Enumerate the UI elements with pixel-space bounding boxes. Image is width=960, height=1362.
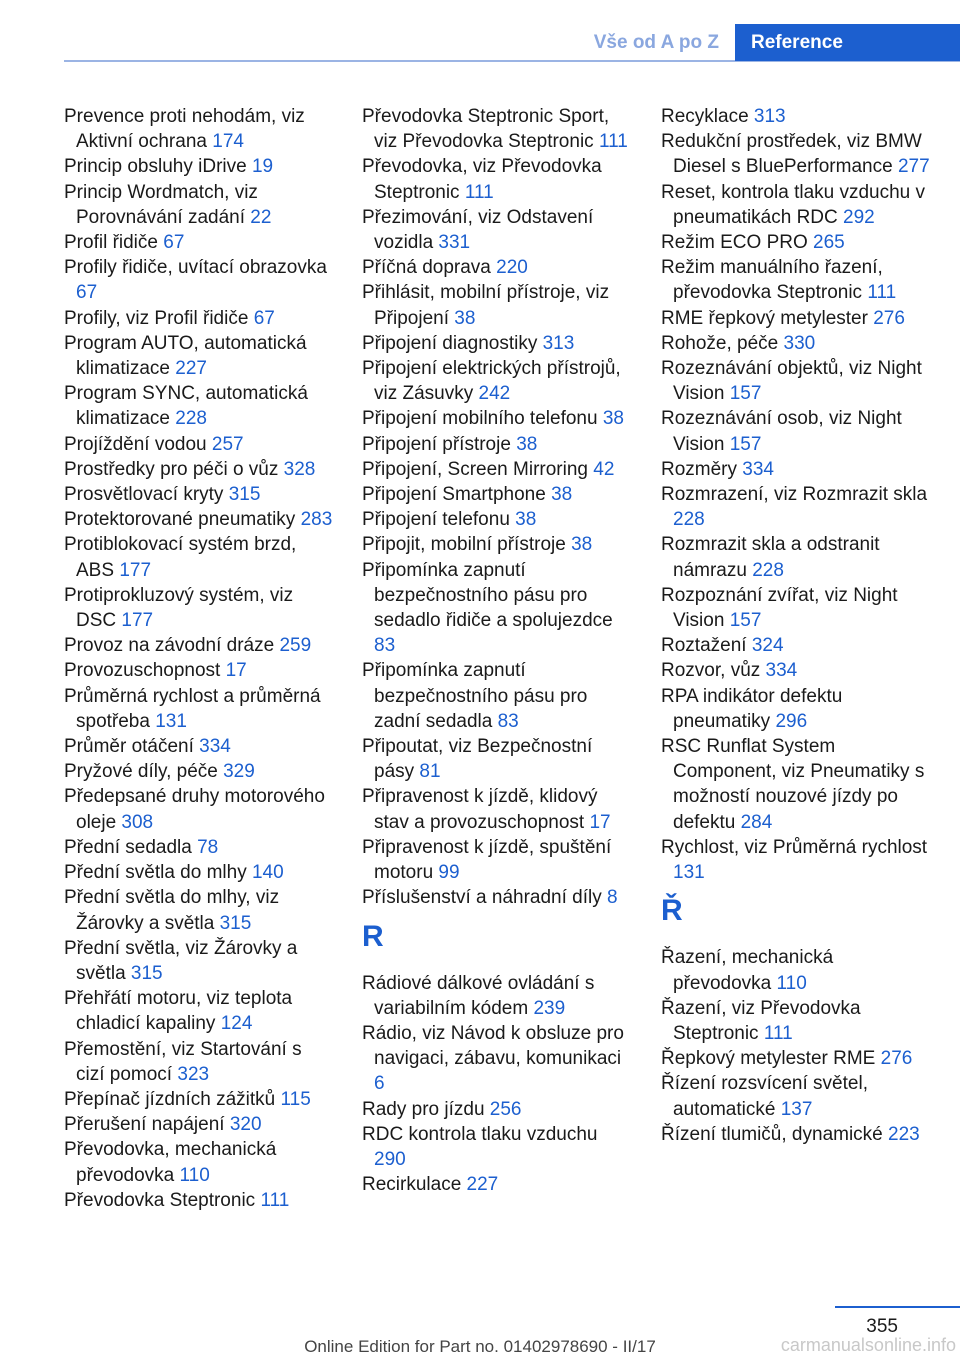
page-link[interactable]: 329 xyxy=(223,761,255,783)
index-term: Připojení telefonu xyxy=(362,509,516,531)
index-term: Projíždění vodou xyxy=(64,433,212,455)
index-term: Přední světla, viz Žárovky a světla xyxy=(64,937,298,984)
index-entry xyxy=(661,230,931,255)
index-entry xyxy=(661,684,931,734)
index-term: Provoz na závodní dráze xyxy=(64,635,280,657)
page-link[interactable]: 137 xyxy=(780,1098,813,1120)
index-term: Přední světla do mlhy xyxy=(64,862,252,884)
index-entry xyxy=(362,1172,632,1197)
index-term: Připojení diagnostiky xyxy=(362,332,543,354)
index-term: Recyklace xyxy=(661,106,754,127)
index-term: RDC kontrola tlaku vzduchu xyxy=(362,1123,598,1145)
index-term: Recirkulace xyxy=(362,1174,467,1196)
index-entry xyxy=(362,1122,632,1172)
index-entry xyxy=(661,331,931,356)
index-term: RPA indikátor defektu pneumatiky xyxy=(661,685,843,732)
index-term: Připojení přístroje xyxy=(362,433,517,455)
page-number: 355 xyxy=(866,1316,898,1337)
page-link[interactable]: 334 xyxy=(199,736,231,758)
index-entry xyxy=(64,1137,334,1187)
index-term: Reset, kontrola tlaku vzduchu v pneumatikách RDC xyxy=(661,181,926,228)
page-link[interactable]: 6 xyxy=(374,1073,385,1095)
index-entry xyxy=(362,835,632,885)
watermark: carmanualsonline.info xyxy=(780,1335,956,1355)
index-term: Průměr otáčení xyxy=(64,736,200,758)
index-entry xyxy=(661,482,931,532)
index-term: Řízení rozsvícení světel, automatické xyxy=(661,1073,868,1120)
index-column-1 xyxy=(64,104,334,1213)
index-entry xyxy=(362,658,632,734)
page-link[interactable]: 78 xyxy=(197,836,219,858)
index-entry xyxy=(64,759,334,784)
index-entry xyxy=(64,154,334,179)
page-link[interactable]: 67 xyxy=(163,232,185,254)
index-term: Průměrná rychlost a průměrná spotřeba xyxy=(64,685,321,732)
page-link[interactable]: 313 xyxy=(542,332,575,354)
page-link[interactable]: 110 xyxy=(776,972,807,994)
page-link[interactable]: 19 xyxy=(251,156,274,178)
index-term: Přední sedadla xyxy=(64,836,198,858)
index-term: Přepínač jízdních zážitků xyxy=(64,1088,281,1110)
page-link[interactable]: 292 xyxy=(843,206,875,228)
index-entry xyxy=(661,356,931,406)
page-link[interactable]: 99 xyxy=(438,862,460,884)
page-link[interactable]: 110 xyxy=(179,1164,210,1186)
index-entry xyxy=(64,104,334,154)
index-term: Řazení, viz Převodovka Steptronic xyxy=(661,997,861,1044)
index-entry xyxy=(64,507,334,532)
index-term: Program AUTO, automatická klimatizace xyxy=(64,332,307,380)
index-term: Přezimování, viz Odstavení vozidla xyxy=(362,206,594,254)
index-term: Profily řidiče, uvítací obrazovka xyxy=(64,257,327,279)
index-entry xyxy=(661,255,931,305)
page-link[interactable]: 38 xyxy=(602,408,624,430)
index-term: Připomínka zapnutí bezpečnostního pásu pro zadní sedadla xyxy=(362,660,588,732)
index-entry xyxy=(661,996,931,1046)
page-link[interactable]: 174 xyxy=(212,131,244,153)
page-link[interactable]: 315 xyxy=(130,962,163,984)
index-entry xyxy=(64,1087,334,1112)
index-term: Profily, viz Profil řidiče xyxy=(64,307,254,329)
index-term: Připravenost k jízdě, klidový stav a provozuschopnost xyxy=(362,786,598,833)
page-link[interactable]: 334 xyxy=(765,660,798,682)
index-term: Prosvětlovací kryty xyxy=(64,484,229,506)
index-term: Předepsané druhy motorového oleje xyxy=(64,786,325,833)
page-link[interactable]: 83 xyxy=(497,710,519,732)
index-term: Rozeznávání osob, viz Night Vision xyxy=(661,408,902,455)
edition-note: Online Edition for Part no. 01402978690 - II/17 xyxy=(304,1337,656,1356)
page-link[interactable]: 239 xyxy=(533,997,566,1019)
index-term: Protiblokovací systém brzd, ABS xyxy=(64,534,297,581)
index-term: Připojit, mobilní přístroje xyxy=(362,534,572,556)
index-entry xyxy=(64,860,334,885)
page-link[interactable]: 38 xyxy=(454,307,476,329)
index-term: Protiprokluzový systém, viz DSC xyxy=(64,584,294,632)
page-link[interactable]: 277 xyxy=(897,156,930,178)
footer-rule xyxy=(835,1306,960,1308)
page-link[interactable]: 8 xyxy=(607,887,618,909)
index-entry xyxy=(362,971,632,1021)
index-term: Princip Wordmatch, viz Porovnávání zadání xyxy=(64,181,258,228)
index-entry xyxy=(64,457,334,482)
index-term: Rozpoznání zvířat, viz Night Vision xyxy=(661,584,898,632)
index-term: Přední světla do mlhy, viz Žárovky a světla xyxy=(64,887,280,934)
page-link[interactable]: 177 xyxy=(121,610,154,632)
section-letter: R xyxy=(362,919,384,953)
index-entry xyxy=(64,633,334,658)
index-entry xyxy=(362,784,632,834)
index-entry xyxy=(661,180,931,230)
index-entry xyxy=(661,104,931,129)
index-term: Přihlásit, mobilní přístroje, viz Připojení xyxy=(362,282,610,329)
index-term: Rozeznávání objektů, viz Night Vision xyxy=(661,358,922,405)
index-entry xyxy=(362,734,632,784)
index-entry xyxy=(362,558,632,659)
page-link[interactable]: 284 xyxy=(740,811,773,833)
index-entry xyxy=(362,255,632,280)
page-link[interactable]: 328 xyxy=(283,458,316,480)
page-link[interactable]: 228 xyxy=(175,408,207,430)
page-link[interactable]: 157 xyxy=(729,383,762,405)
index-entry xyxy=(64,734,334,759)
index-term: Rozmrazení, viz Rozmrazit skla xyxy=(661,484,928,506)
page-link[interactable]: 111 xyxy=(598,131,628,153)
section-tab: Vše od A po Z xyxy=(593,32,719,53)
page-link[interactable]: 283 xyxy=(300,509,333,531)
index-entry xyxy=(64,306,334,331)
page-link[interactable]: 115 xyxy=(280,1088,311,1110)
index-term: Připoutat, viz Bezpečnostní pásy xyxy=(362,736,593,783)
index-term: Převodovka, viz Převodovka Steptronic xyxy=(362,156,602,203)
page-link[interactable]: 276 xyxy=(880,1048,913,1070)
index-column-2 xyxy=(362,104,632,1197)
index-entry xyxy=(362,205,632,255)
index-entry xyxy=(362,356,632,406)
index-term: Příčná doprava xyxy=(362,257,497,279)
index-term: Řazení, mechanická převodovka xyxy=(661,947,834,994)
index-term: Rozměry xyxy=(661,458,743,480)
page-link[interactable]: 157 xyxy=(729,433,762,455)
index-entry xyxy=(661,734,931,835)
index-term: Připojení mobilního telefonu xyxy=(362,408,603,430)
index-term: Rádiové dálkové ovládání s variabilním kódem xyxy=(362,972,595,1019)
index-entry xyxy=(64,583,334,633)
index-entry xyxy=(64,784,334,834)
index-term: Rohože, péče xyxy=(661,332,784,354)
index-entry xyxy=(362,154,632,204)
index-term: Připojení elektrických přístrojů, viz Zásuvky xyxy=(362,358,621,405)
index-entry xyxy=(64,1037,334,1087)
page-link[interactable]: 227 xyxy=(175,358,207,380)
index-entry xyxy=(362,885,632,910)
index-entry xyxy=(661,532,931,582)
index-entry xyxy=(64,331,334,381)
page-link[interactable]: 38 xyxy=(516,433,538,455)
page-link[interactable]: 256 xyxy=(489,1098,522,1120)
page-link[interactable]: 223 xyxy=(888,1123,920,1145)
index-entry xyxy=(661,1122,931,1147)
page-link[interactable]: 177 xyxy=(119,559,152,581)
index-term: Režim manuálního řazení, převodovka Steptronic xyxy=(661,257,883,304)
page-link[interactable]: 38 xyxy=(551,484,573,506)
index-term: Prevence proti nehodám, viz Aktivní ochrana xyxy=(64,106,305,153)
index-column-3 xyxy=(661,104,931,1147)
page-link[interactable]: 324 xyxy=(751,635,784,657)
index-term: Příslušenství a náhradní díly xyxy=(362,887,608,909)
page-link[interactable]: 257 xyxy=(211,433,244,455)
index-entry xyxy=(64,482,334,507)
index-term: Provozuschopnost xyxy=(64,660,226,682)
page-link[interactable]: 334 xyxy=(742,458,774,480)
page-link[interactable]: 320 xyxy=(229,1114,262,1136)
page-link[interactable]: 38 xyxy=(571,534,593,556)
index-entry xyxy=(64,532,334,582)
page-link[interactable]: 81 xyxy=(419,761,441,783)
page-link[interactable]: 67 xyxy=(76,282,98,304)
page-link[interactable]: 83 xyxy=(374,635,396,657)
index-term: Řepkový metylester RME xyxy=(661,1048,881,1070)
index-term: Přemostění, viz Startování s cizí pomocí xyxy=(64,1038,302,1085)
section-letter: Ř xyxy=(661,894,683,928)
index-entry xyxy=(661,945,931,995)
index-entry xyxy=(362,1021,632,1097)
index-entry xyxy=(362,104,632,154)
index-term: Režim ECO PRO xyxy=(661,232,814,254)
page-link[interactable]: 17 xyxy=(225,660,247,682)
index-entry xyxy=(661,129,931,179)
page-link[interactable]: 220 xyxy=(496,257,528,279)
index-entry xyxy=(64,936,334,986)
index-entry xyxy=(661,306,931,331)
index-term: Převodovka Steptronic Sport, viz Převodovka Steptronic xyxy=(362,106,610,153)
page-link[interactable]: 111 xyxy=(867,282,897,304)
index-entry xyxy=(661,835,931,885)
index-entry xyxy=(64,1188,334,1213)
page-link[interactable]: 111 xyxy=(763,1022,793,1044)
index-entry xyxy=(661,1071,931,1121)
index-entry xyxy=(64,1112,334,1137)
page-link[interactable]: 42 xyxy=(593,458,615,480)
index-entry xyxy=(64,180,334,230)
page-link[interactable]: 315 xyxy=(228,484,261,506)
index-term: Převodovka, mechanická převodovka xyxy=(64,1139,277,1186)
page-link[interactable]: 331 xyxy=(438,232,471,254)
index-term: Rozmrazit skla a odstranit námrazu xyxy=(661,534,880,581)
index-term: Roztažení xyxy=(661,635,752,657)
index-term: Rychlost, viz Průměrná rychlost xyxy=(661,836,928,858)
index-term: Prostředky pro péči o vůz xyxy=(64,458,284,480)
index-term: Rádio, viz Návod k obsluze pro navigaci, zábavu, komunikaci xyxy=(362,1022,624,1070)
index-term: Rozvor, vůz xyxy=(661,660,766,682)
index-term: Princip obsluhy iDrive xyxy=(64,156,252,178)
index-entry xyxy=(64,381,334,431)
index-entry xyxy=(64,432,334,457)
index-entry xyxy=(64,658,334,683)
page-link[interactable]: 227 xyxy=(466,1174,499,1196)
index-entry xyxy=(661,633,931,658)
index-entry xyxy=(661,1046,931,1071)
index-term: Redukční prostředek, viz BMW Diesel s BluePerformance xyxy=(661,131,922,178)
index-term: RSC Runflat System Component, viz Pneumatiky s možností nouzové jízdy po defektu xyxy=(661,736,925,833)
page-link[interactable]: 17 xyxy=(589,811,611,833)
index-entry xyxy=(362,482,632,507)
index-entry xyxy=(362,432,632,457)
page-link[interactable]: 296 xyxy=(775,710,808,732)
page-link[interactable]: 124 xyxy=(220,1013,253,1035)
index-term: Protektorované pneumatiky xyxy=(64,509,301,531)
index-entry xyxy=(362,532,632,557)
index-term: RME řepkový metylester xyxy=(661,307,874,329)
index-term: Přerušení napájení xyxy=(64,1114,230,1136)
index-entry xyxy=(362,406,632,431)
index-entry xyxy=(661,406,931,456)
page-link[interactable]: 22 xyxy=(250,206,272,228)
index-term: Připravenost k jízdě, spuštění motoru xyxy=(362,836,612,884)
index-entry xyxy=(64,230,334,255)
page-link[interactable]: 330 xyxy=(783,332,816,354)
index-term: Rady pro jízdu xyxy=(362,1098,490,1120)
index-term: Připomínka zapnutí bezpečnostního pásu pro sedadlo řidiče a spolujezdce xyxy=(362,559,613,632)
index-term: Program SYNC, automatická klimatizace xyxy=(64,383,308,430)
page-link[interactable]: 157 xyxy=(729,610,762,632)
index-entry xyxy=(64,835,334,860)
index-entry xyxy=(362,331,632,356)
index-entry xyxy=(661,583,931,633)
page-link[interactable]: 242 xyxy=(478,383,511,405)
index-entry xyxy=(362,1097,632,1122)
page-link[interactable]: 67 xyxy=(253,307,275,329)
page-link[interactable]: 228 xyxy=(673,509,705,531)
page-link[interactable]: 228 xyxy=(752,559,784,581)
page-link[interactable]: 276 xyxy=(873,307,905,329)
index-term: Převodovka Steptronic xyxy=(64,1189,261,1211)
index-entry xyxy=(362,280,632,330)
page-link[interactable]: 131 xyxy=(673,862,705,884)
index-term: Připojení, Screen Mirroring xyxy=(362,458,594,480)
index-term: Připojení Smartphone xyxy=(362,484,552,506)
index-entry xyxy=(64,255,334,305)
index-entry xyxy=(661,658,931,683)
page-link[interactable]: 323 xyxy=(177,1063,210,1085)
index-entry xyxy=(362,507,632,532)
page-link[interactable]: 313 xyxy=(753,106,786,127)
page-link[interactable]: 111 xyxy=(464,181,494,203)
index-entry xyxy=(64,885,334,935)
index-entry xyxy=(64,684,334,734)
page-link[interactable]: 131 xyxy=(155,710,187,732)
index-entry xyxy=(661,457,931,482)
index-term: Pryžové díly, péče xyxy=(64,761,224,783)
page-link[interactable]: 259 xyxy=(279,635,312,657)
index-term: Profil řidiče xyxy=(64,232,164,254)
page-link[interactable]: 315 xyxy=(219,912,252,934)
index-entry xyxy=(362,457,632,482)
page-link[interactable]: 265 xyxy=(813,232,845,254)
page-link[interactable]: 140 xyxy=(251,862,284,884)
chapter-tab: Reference xyxy=(735,24,960,61)
index-term: Přehřátí motoru, viz teplota chladicí kapaliny xyxy=(64,988,293,1035)
page-link[interactable]: 111 xyxy=(260,1189,290,1211)
index-entry xyxy=(64,986,334,1036)
index-term: Řízení tlumičů, dynamické xyxy=(661,1123,889,1145)
page-link[interactable]: 38 xyxy=(515,509,537,531)
page-link[interactable]: 290 xyxy=(374,1148,406,1170)
page-link[interactable]: 308 xyxy=(121,811,154,833)
